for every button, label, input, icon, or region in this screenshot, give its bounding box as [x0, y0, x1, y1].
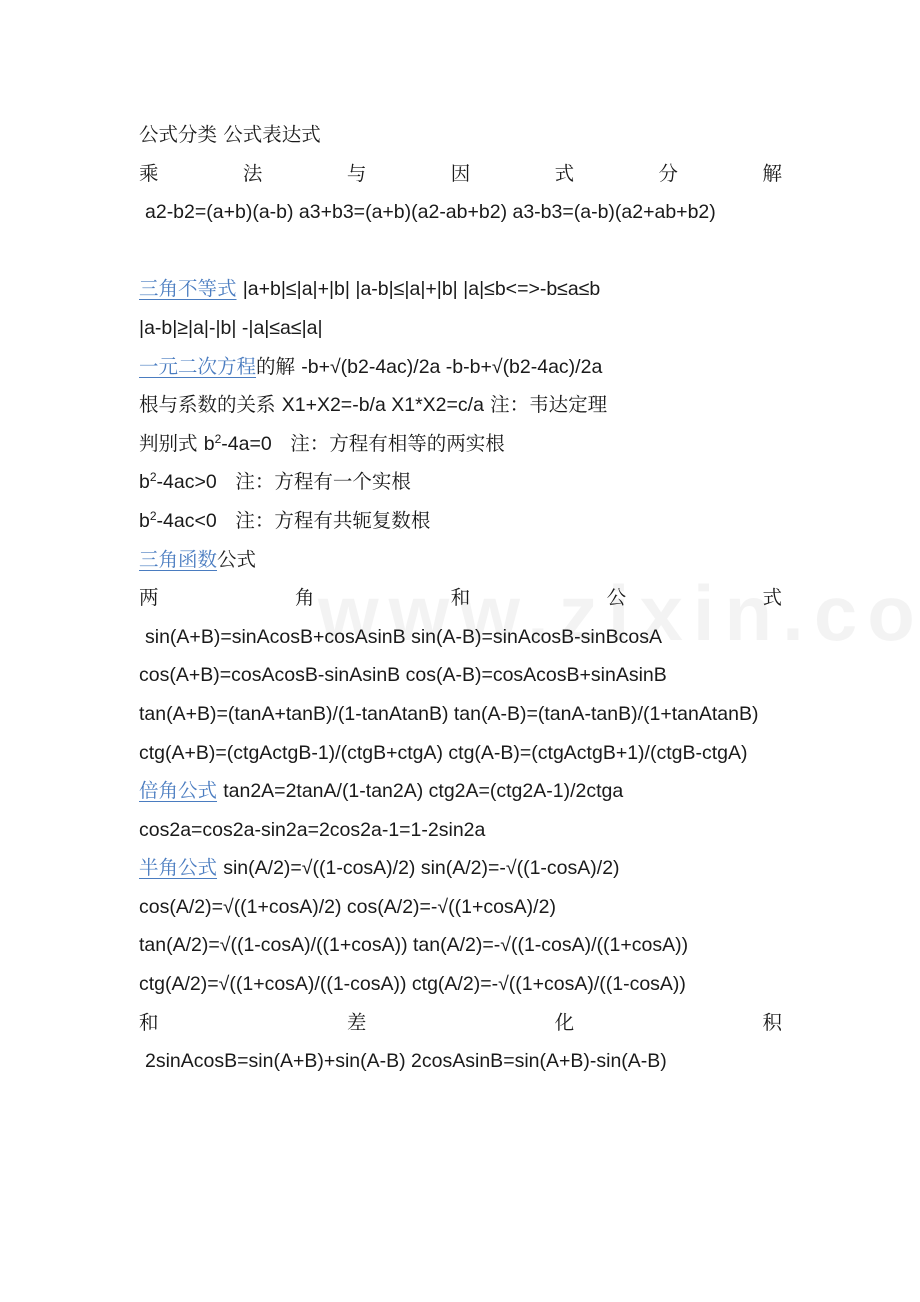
vieta-line [139, 386, 782, 425]
blank-line [139, 232, 782, 271]
discriminant-note: 注：方程有相等的两实根 [290, 431, 505, 455]
discriminant-label: 判别式 [139, 431, 198, 455]
discriminant-line [139, 425, 782, 464]
document-body [139, 116, 782, 1081]
sum-formula-cos: cos(A+B)=cosAcosB-sinAsinB cos(A-B)=cosAcosB+sinAsinB [139, 664, 667, 687]
discriminant-negative-expr: $b^2-4ac<0$ [139, 508, 217, 532]
vieta-label: 根与系数的关系 [139, 393, 276, 417]
heading-char: 和 [450, 586, 471, 610]
sum-formula-tan: tan(A+B)=(tanA+tanB)/(1-tanAtanB) tan(A-B)=(tanA-tanB)/(1+tanAtanB) [139, 702, 759, 725]
half-angle-line [139, 849, 782, 888]
vieta-formula: X1+X2=-b/a X1*X2=c/a [281, 394, 484, 417]
heading-char: 和 [139, 1010, 159, 1034]
half-angle-ctg: ctg(A/2)=√((1+cosA)/((1-cosA)) ctg(A/2)=-√((1+cosA)/((1-cosA)) [139, 973, 686, 996]
header-row [139, 116, 782, 155]
inequality-formula-2: |a-b|≥|a|-|b| -|a|≤a≤|a| [139, 316, 323, 339]
heading-char: 乘 [139, 161, 159, 185]
heading-char: 法 [242, 161, 263, 185]
discriminant-expr: $b^2-4a=0$ [203, 431, 272, 455]
heading-char: 分 [658, 161, 679, 185]
discriminant-positive-expr: $b^2-4ac>0$ [139, 470, 217, 494]
heading-char: 公 [606, 586, 627, 610]
heading-char: 式 [762, 586, 782, 610]
half-angle-link[interactable]: 半角公式 [139, 856, 218, 880]
heading-char: 化 [554, 1010, 575, 1034]
factor-heading [139, 155, 782, 194]
trig-function-link[interactable]: 三角函数 [139, 547, 218, 571]
double-angle-formula-2: cos2a=cos2a-sin2a=2cos2a-1=1-2sin2a [139, 818, 486, 841]
factor-formula: a2-b2=(a+b)(a-b) a3+b3=(a+b)(a2-ab+b2) a3-b3=(a-b)(a2+ab+b2) [145, 201, 716, 224]
triangle-inequality-link[interactable]: 三角不等式 [139, 277, 237, 301]
trig-suffix: 公式 [217, 547, 257, 571]
half-angle-tan: tan(A/2)=√((1-cosA)/((1+cosA)) tan(A/2)=-√((1-cosA)/((1+cosA)) [139, 934, 689, 957]
product-heading [139, 1004, 782, 1043]
trig-heading-line [139, 541, 782, 580]
heading-char: 式 [554, 161, 575, 185]
header-expression: 公式表达式 [223, 123, 321, 146]
heading-char: 差 [346, 1010, 367, 1034]
half-angle-cos: cos(A/2)=√((1+cosA)/2) cos(A/2)=-√((1+cosA)/2) [139, 895, 556, 918]
quadratic-equation-link[interactable]: 一元二次方程 [139, 354, 257, 378]
heading-char: 积 [762, 1010, 782, 1034]
discriminant-negative-note: 注：方程有共轭复数根 [235, 508, 431, 532]
double-angle-line [139, 772, 782, 811]
heading-char: 因 [450, 161, 471, 185]
vieta-note: 注：韦达定理 [490, 393, 608, 417]
half-angle-sin: sin(A/2)=√((1-cosA)/2) sin(A/2)=-√((1-cosA)/2) [223, 857, 620, 880]
discriminant-negative-line [139, 502, 782, 541]
quadratic-line [139, 348, 782, 387]
product-formula: 2sinAcosB=sin(A+B)+sin(A-B) 2cosAsinB=sin(A+B)-sin(A-B) [145, 1050, 667, 1073]
heading-char: 与 [346, 161, 367, 185]
double-angle-link[interactable]: 倍角公式 [139, 779, 218, 803]
discriminant-positive-note: 注：方程有一个实根 [235, 470, 411, 494]
heading-char: 解 [762, 161, 782, 185]
heading-char: 两 [139, 586, 159, 610]
inequality-line-1 [139, 270, 782, 309]
sum-formula-heading [139, 579, 782, 618]
heading-char: 角 [294, 586, 315, 610]
header-category: 公式分类 [139, 123, 218, 146]
quadratic-formula: -b+√(b2-4ac)/2a -b-b+√(b2-4ac)/2a [301, 355, 603, 378]
quadratic-suffix: 的解 [256, 354, 296, 378]
sum-formula-ctg: ctg(A+B)=(ctgActgB-1)/(ctgB+ctgA) ctg(A-B)=(ctgActgB+1)/(ctgB-ctgA) [139, 741, 748, 764]
sum-formula-sin: sin(A+B)=sinAcosB+cosAsinB sin(A-B)=sinAcosB-sinBcosA [145, 625, 662, 648]
inequality-formula-1: |a+b|≤|a|+|b| |a-b|≤|a|+|b| |a|≤b<=>-b≤a≤b [242, 278, 601, 301]
double-angle-formula-1: tan2A=2tanA/(1-tan2A) ctg2A=(ctg2A-1)/2ctga [223, 780, 624, 803]
discriminant-positive-line [139, 463, 782, 502]
